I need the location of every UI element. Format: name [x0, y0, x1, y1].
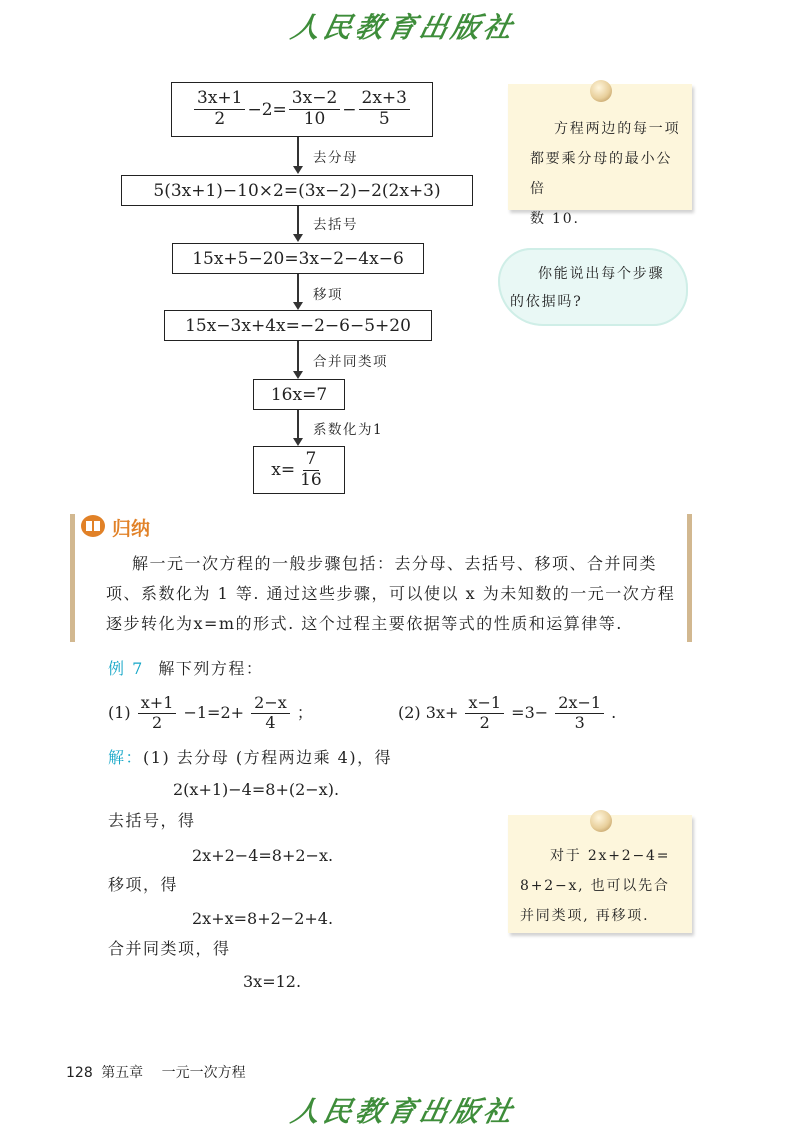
- denominator: 2: [214, 109, 226, 129]
- thought-cloud: [498, 248, 688, 326]
- flow-box-5: 16x=7: [253, 379, 345, 410]
- pushpin-icon: [590, 810, 612, 832]
- flow-arrowhead: [293, 371, 303, 379]
- page-footer: [66, 1062, 246, 1082]
- solution-eq-3: 2x+x=8+2−2+4.: [192, 909, 334, 928]
- numerator: 3x−2: [289, 90, 340, 110]
- note-line: 对于 2x+2−4=: [550, 848, 671, 864]
- fraction: [289, 90, 340, 129]
- eq-text: 3x+: [425, 702, 459, 722]
- note-line: 都要乘分母的最小公倍: [530, 151, 673, 197]
- step-label-4: 合并同类项: [313, 354, 388, 370]
- note-line: 并同类项, 再移项.: [520, 908, 650, 924]
- summary-line: 解一元一次方程的一般步骤包括：去分母、去括号、移项、合并同类: [132, 554, 658, 573]
- pushpin-icon: [590, 80, 612, 102]
- step-label-5: 系数化为1: [313, 422, 384, 438]
- numerator: x+1: [138, 695, 177, 714]
- flow-arrow-line: [297, 274, 299, 303]
- fraction: [194, 90, 245, 129]
- eq-text: =3−: [511, 702, 549, 722]
- solution-step-1: [108, 743, 392, 773]
- denominator: 2: [151, 712, 163, 732]
- side-note-2: [508, 815, 692, 933]
- problem-index: (1): [108, 702, 131, 722]
- flow-arrowhead: [293, 438, 303, 446]
- solution-eq-2: 2x+2−4=8+2−x.: [192, 846, 334, 865]
- note-line: 方程两边的每一项: [554, 121, 681, 137]
- flow-box-1: [171, 82, 433, 137]
- fraction: [359, 90, 410, 129]
- denominator: 3: [574, 712, 585, 732]
- summary-line: 项、系数化为 1 等. 通过这些步骤，可以使以 x 为未知数的一元一次方程: [106, 584, 676, 603]
- chapter-title: 一元一次方程: [161, 1065, 246, 1081]
- step-label-1: 去分母: [313, 150, 358, 166]
- book-icon: [81, 515, 105, 537]
- chapter-label: 第五章: [101, 1065, 144, 1081]
- book-icon-glyph: [81, 515, 105, 537]
- denominator: 4: [265, 712, 276, 732]
- publisher-logo-bottom: 人民教育出版社: [288, 1095, 520, 1128]
- eq-text: x=: [271, 460, 296, 480]
- numerator: 7: [303, 451, 320, 471]
- note-line: 8+2−x, 也可以先合: [520, 878, 670, 894]
- cloud-line: 你能说出每个步骤: [538, 266, 665, 282]
- summary-text: [106, 549, 684, 639]
- summary-line: 逐步转化为x=m的形式. 这个过程主要依据等式的性质和运算律等.: [106, 614, 623, 633]
- numerator: x−1: [465, 695, 504, 714]
- fraction: [465, 695, 504, 732]
- flow-arrowhead: [293, 166, 303, 174]
- fraction: [251, 695, 290, 732]
- problem-2: [398, 695, 616, 732]
- eq-text: ；: [296, 702, 313, 722]
- solution-step-4: 合并同类项，得: [108, 939, 231, 958]
- eq-text: .: [611, 702, 617, 722]
- flow-arrow-line: [297, 137, 299, 167]
- fraction: [555, 695, 604, 732]
- problem-index: (2): [398, 702, 421, 722]
- example-title: 解下列方程：: [158, 659, 264, 678]
- eq-text: −2=: [247, 99, 287, 120]
- denominator: 2: [479, 712, 490, 732]
- step-text: (1) 去分母 (方程两边乘 4)，得: [143, 748, 393, 767]
- flow-arrowhead: [293, 234, 303, 242]
- example-label: 例 7: [108, 659, 144, 678]
- fraction: [138, 695, 177, 732]
- numerator: 2x−1: [555, 695, 604, 714]
- fraction: [297, 448, 325, 490]
- denominator: 5: [378, 109, 390, 129]
- note-line: 数 10.: [530, 211, 580, 227]
- denominator: 10: [303, 109, 326, 129]
- numerator: 3x+1: [194, 90, 245, 110]
- flow-arrow-line: [297, 341, 299, 372]
- solution-label: 解：: [108, 748, 144, 767]
- side-note-1: [508, 84, 692, 227]
- flow-box-3: 15x+5−20=3x−2−4x−6: [172, 243, 424, 274]
- flow-box-2: 5(3x+1)−10×2=(3x−2)−2(2x+3): [121, 175, 473, 206]
- flow-arrowhead: [293, 302, 303, 310]
- solution-step-3: 移项，得: [108, 875, 179, 894]
- example-heading: [108, 654, 263, 684]
- denominator: 16: [300, 469, 322, 490]
- flow-box-4: 15x−3x+4x=−2−6−5+20: [164, 310, 432, 341]
- eq-text: −: [342, 99, 357, 120]
- summary-title: 归纳: [112, 518, 151, 540]
- problem-1: [108, 695, 313, 732]
- flow-box-6: [253, 446, 345, 494]
- solution-eq-4: 3x=12.: [243, 972, 302, 991]
- solution-step-2: 去括号，得: [108, 811, 196, 830]
- step-label-2: 去括号: [313, 217, 358, 233]
- page-number: 128: [66, 1065, 93, 1081]
- cloud-line: 的依据吗?: [510, 294, 583, 310]
- numerator: 2x+3: [359, 90, 410, 110]
- publisher-logo-top: 人民教育出版社: [288, 11, 520, 44]
- solution-eq-1: 2(x+1)−4=8+(2−x).: [173, 780, 340, 799]
- eq-text: −1=2+: [183, 702, 245, 722]
- flow-arrow-line: [297, 206, 299, 235]
- step-label-3: 移项: [313, 287, 343, 303]
- flow-arrow-line: [297, 410, 299, 439]
- numerator: 2−x: [251, 695, 290, 714]
